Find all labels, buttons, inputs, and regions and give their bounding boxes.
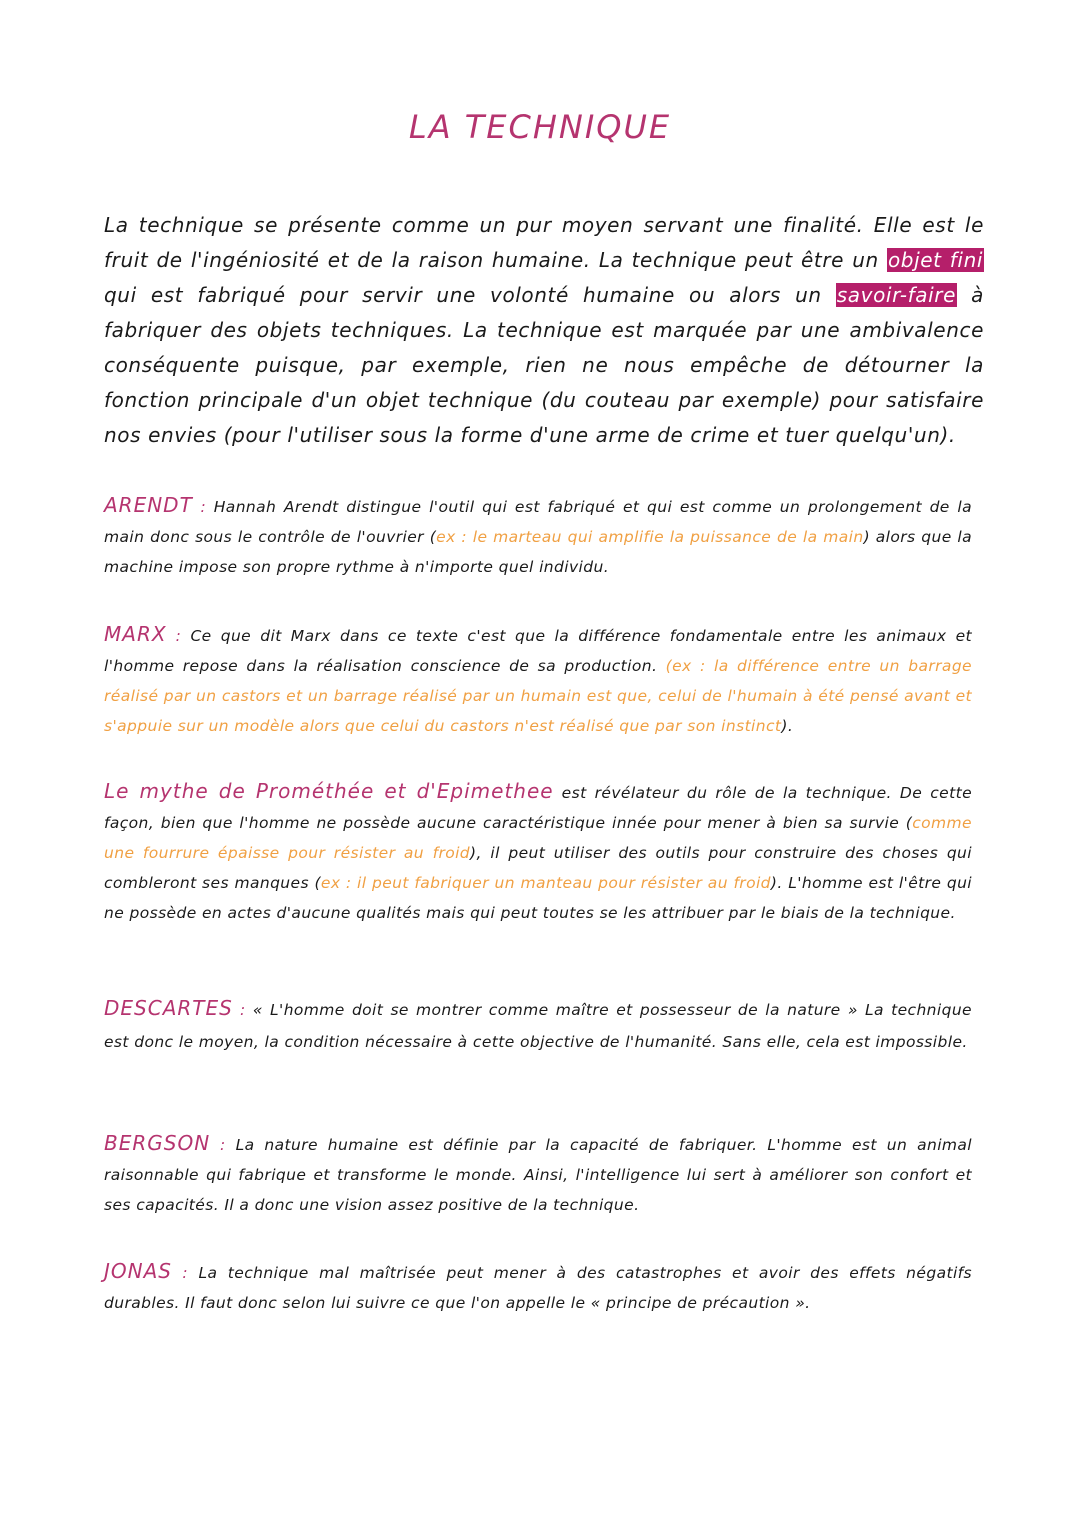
intro-text-3: à fabriquer des objets techniques. La technique est marquée par une ambivalence conséquente puisque, par exemple, rien ne nous empêche de détourner la fonction principale d'un objet technique (du couteau par exemple) pour satisfaire nos envies (pour l'utiliser sous la forme d'une arme de crime et tuer quelqu'un). xyxy=(104,283,984,447)
mythe-title: Le mythe de Prométhée et d'Epimethee xyxy=(104,779,554,803)
paren-open: ( xyxy=(665,657,673,675)
separator: : xyxy=(192,498,214,516)
jonas-text: La technique mal maîtrisée peut mener à des catastrophes et avoir des effets négatifs durables. Il faut donc selon lui suivre ce que l'on appelle le « principe de précaution ». xyxy=(104,1264,972,1312)
mythe-text: est révélateur du rôle de la technique. De cette façon, bien que l'homme ne possède aucune caractéristique innée pour mener à bien sa survie xyxy=(104,784,973,832)
section-descartes xyxy=(104,992,972,1058)
separator: : xyxy=(210,1136,236,1154)
bergson-text: La nature humaine est définie par la capacité de fabriquer. L'homme est un animal raisonnable qui fabrique et transforme le monde. Ainsi, l'intelligence lui sert à améliorer son confort et ses capacités. Il a donc une vision assez positive de la technique. xyxy=(104,1136,972,1214)
section-arendt xyxy=(104,490,972,582)
arendt-text-2: alors que la machine impose son propre rythme à n'importe quel individu. xyxy=(104,528,972,576)
separator: : xyxy=(232,1001,253,1019)
author-bergson: BERGSON xyxy=(104,1131,211,1155)
arendt-example: ex : le marteau qui amplifie la puissance de la main xyxy=(436,528,864,546)
page-title: LA TECHNIQUE xyxy=(408,108,672,146)
intro-text-1: La technique se présente comme un pur moyen servant une finalité. Elle est le fruit de l'ingéniosité et de la raison humaine. La technique peut être un xyxy=(104,213,984,272)
separator: : xyxy=(171,1264,199,1282)
paren-open: ( xyxy=(429,528,437,546)
author-descartes: DESCARTES xyxy=(104,996,233,1020)
arendt-text: Hannah Arendt distingue l'outil qui est fabriqué et qui est comme un prolongement de la main donc sous le contrôle de l'ouvrier xyxy=(104,498,973,546)
highlight-savoir-faire: savoir-faire xyxy=(836,283,956,307)
section-bergson xyxy=(104,1128,972,1220)
paren-close: ) xyxy=(863,528,871,546)
paren-close: ). xyxy=(781,717,794,735)
section-mythe xyxy=(104,776,972,928)
highlight-objet-fini: objet fini xyxy=(887,248,983,272)
author-marx: MARX xyxy=(104,622,167,646)
paren-close: ) xyxy=(470,844,477,862)
intro-paragraph xyxy=(104,208,984,453)
mythe-text-3: L'homme est l'être qui ne possède en actes d'aucune qualités mais qui peut toutes se les attribuer par le biais de la technique. xyxy=(104,874,973,922)
marx-text: Ce que dit Marx dans ce texte c'est que la différence fondamentale entre les animaux et l'homme repose dans la réalisation conscience de sa production. xyxy=(104,627,972,675)
separator: : xyxy=(166,627,191,645)
mythe-example-2: ex : il peut fabriquer un manteau pour résister au froid xyxy=(320,874,771,892)
marx-example: ex : la différence entre un barrage réalisé par un castors et un barrage réalisé par un humain est que, celui de l'humain à été pensé avant et s'appuie sur un modèle alors que celui du castors n'est réalisé que par son instinct xyxy=(104,657,972,735)
section-jonas xyxy=(104,1256,972,1318)
paren-close: ). xyxy=(770,874,783,892)
author-jonas: JONAS xyxy=(104,1259,172,1283)
descartes-text: « L'homme doit se montrer comme maître et possesseur de la nature » La technique est donc le moyen, la condition nécessaire à cette objective de l'humanité. Sans elle, cela est impossible. xyxy=(104,1001,972,1051)
section-marx xyxy=(104,619,972,741)
paren-open: ( xyxy=(314,874,321,892)
author-arendt: ARENDT xyxy=(104,493,193,517)
paren-open: ( xyxy=(905,814,913,832)
mythe-text-2: , il peut utiliser des outils pour construire des choses qui combleront ses manques xyxy=(104,844,972,892)
intro-text-2: qui est fabriqué pour servir une volonté humaine ou alors un xyxy=(104,283,836,307)
mythe-example-1: comme une fourrure épaisse pour résister au froid xyxy=(104,814,972,862)
